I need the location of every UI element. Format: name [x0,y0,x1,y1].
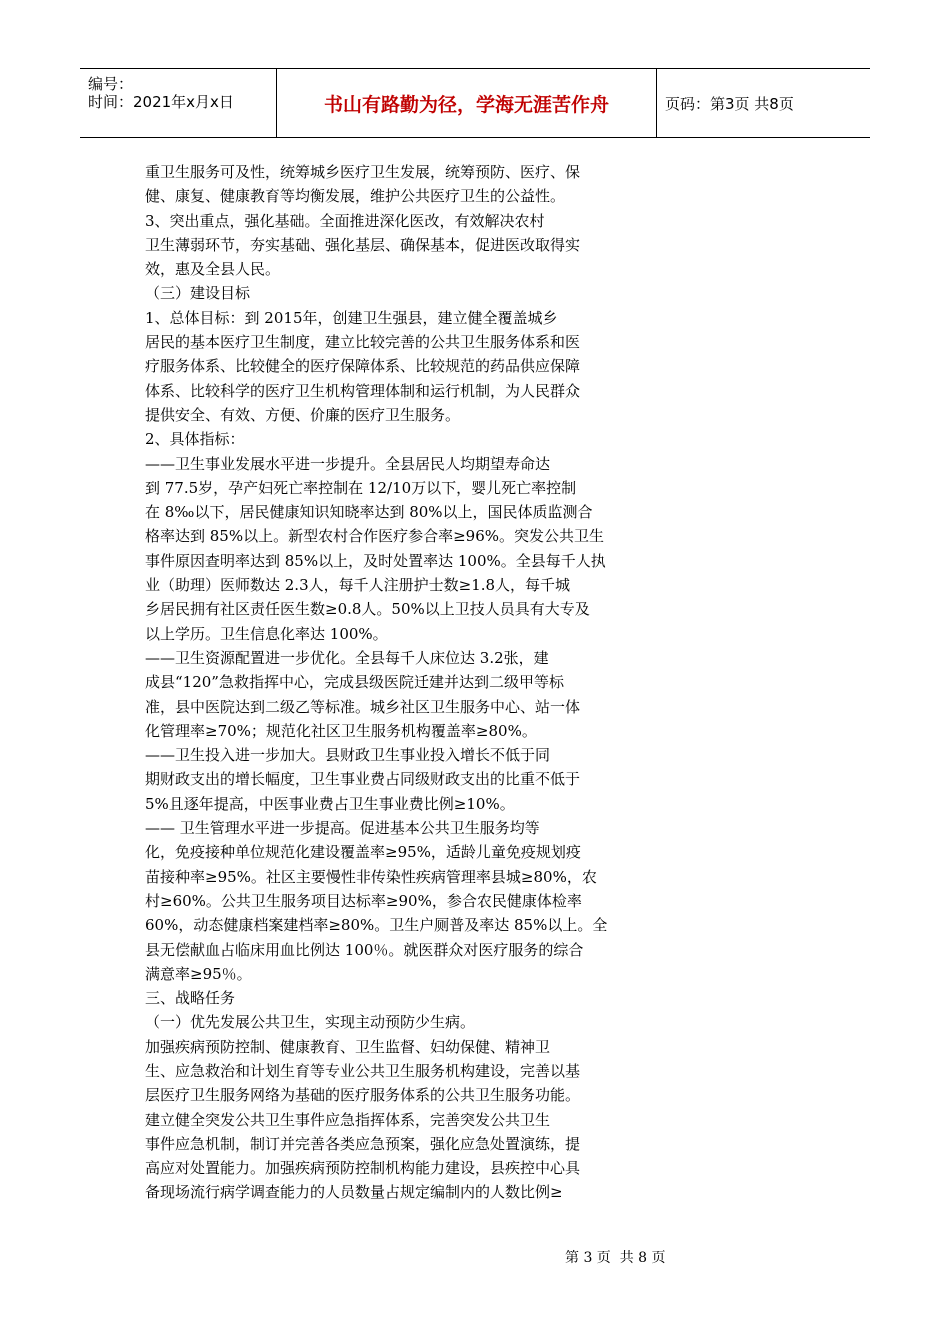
body-line: 60%，动态健康档案建档率≥80%。卫生户厕普及率达 85%以上。全 [145,916,608,935]
body-line: 事件原因查明率达到 85%以上，及时处置率达 100%。全县每千人执 [145,551,606,570]
body-line: 建立健全突发公共卫生事件应急指挥体系，完善突发公共卫生 [145,1110,551,1129]
body-line: 事件应急机制，制订并完善各类应急预案，强化应急处置演练，提 [145,1134,581,1153]
body-line: 3、突出重点，强化基础。全面推进深化医改，有效解决农村 [145,211,545,230]
body-line: （三）建设目标 [145,284,251,303]
body-line: 县无偿献血占临床用血比例达 100％。就医群众对医疗服务的综合 [145,940,584,959]
header-motto: 书山有路勤为径，学海无涯苦作舟 [323,93,609,116]
body-line: 加强疾病预防控制、健康教育、卫生监督、妇幼保健、精神卫 [145,1037,551,1056]
body-line: 化管理率≥70%；规范化社区卫生服务机构覆盖率≥80%。 [145,721,537,740]
body-line: ——卫生投入进一步加大。县财政卫生事业投入增长不低于同 [145,746,551,765]
body-line: 在 8‰以下，居民健康知识知晓率达到 80%以上，国民体质监测合 [145,503,593,522]
body-line: 层医疗卫生服务网络为基础的医疗服务体系的公共卫生服务功能。 [145,1086,581,1105]
document-body [145,160,655,1205]
body-line: 生、应急救治和计划生育等专业公共卫生服务机构建设，完善以基 [145,1061,581,1080]
body-line: ——卫生事业发展水平进一步提升。全县居民人均期望寿命达 [145,454,551,473]
body-line: 重卫生服务可及性，统筹城乡医疗卫生发展，统筹预防、医疗、保 [145,163,581,181]
document-number-label: 编号： [88,75,134,93]
body-line: 居民的基本医疗卫生制度，建立比较完善的公共卫生服务体系和医 [145,333,581,352]
body-line: 格率达到 85%以上。新型农村合作医疗参合率≥96%。突发公共卫生 [145,527,605,546]
body-line: 高应对处置能力。加强疾病预防控制机构能力建设，县疾控中心具 [145,1159,581,1178]
body-line: 5%且逐年提高，中医事业费占卫生事业费比例≥10%。 [145,794,515,813]
body-line: —— 卫生管理水平进一步提高。促进基本公共卫生服务均等 [145,819,540,838]
document-date-label: 时间：2021年x月x日 [88,93,234,111]
body-line: 体系、比较科学的医疗卫生机构管理体制和运行机制，为人民群众 [145,381,581,400]
body-line: 到 77.5岁，孕产妇死亡率控制在 12/10万以下，婴儿死亡率控制 [145,478,577,497]
body-line: （一）优先发展公共卫生，实现主动预防少生病。 [145,1013,476,1032]
body-line: 效，惠及全县人民。 [145,260,281,279]
body-line: 1、总体目标：到 2015年，创建卫生强县，建立健全覆盖城乡 [145,308,558,327]
body-line: 卫生薄弱环节，夯实基础、强化基层、确保基本，促进医改取得实 [145,235,581,254]
header-meta [80,69,276,137]
body-line: 提供安全、有效、方便、价廉的医疗卫生服务。 [145,405,461,424]
body-line: 疗服务体系、比较健全的医疗保障体系、比较规范的药品供应保障 [145,357,581,376]
body-line: 期财政支出的增长幅度，卫生事业费占同级财政支出的比重不低于 [145,770,581,789]
body-line: 村≥60%。公共卫生服务项目达标率≥90%，参合农民健康体检率 [145,891,582,910]
body-line: 苗接种率≥95%。社区主要慢性非传染性疾病管理率县城≥80%，农 [145,867,597,886]
body-line: 健、康复、健康教育等均衡发展，维护公共医疗卫生的公益性。 [145,187,566,206]
body-line: 以上学历。卫生信息化率达 100%。 [145,624,388,643]
body-line: 三、战略任务 [145,989,236,1008]
body-line: 乡居民拥有社区责任医生数≥0.8人。50%以上卫技人员具有大专及 [145,600,590,619]
body-line: 2、具体指标： [145,430,245,449]
page-footer: 第 3 页 共 8 页 [565,1250,666,1266]
body-line: 准，县中医院达到二级乙等标准。城乡社区卫生服务中心、站一体 [145,697,581,716]
body-line: ——卫生资源配置进一步优化。全县每千人床位达 3.2张，建 [145,648,549,667]
body-line: 业（助理）医师数达 2.3人，每千人注册护士数≥1.8人，每千城 [145,576,571,595]
header-page-number: 页码：第3页 共8页 [665,94,794,113]
body-line: 满意率≥95％。 [145,964,252,983]
body-line: 成县“120”急救指挥中心，完成县级医院迁建并达到二级甲等标 [145,673,564,692]
body-line: 化，免疫接种单位规范化建设覆盖率≥95%，适龄儿童免疫规划疫 [145,843,581,862]
body-line: 备现场流行病学调查能力的人员数量占规定编制内的人数比例≥ [145,1183,563,1202]
page-header [80,68,870,138]
